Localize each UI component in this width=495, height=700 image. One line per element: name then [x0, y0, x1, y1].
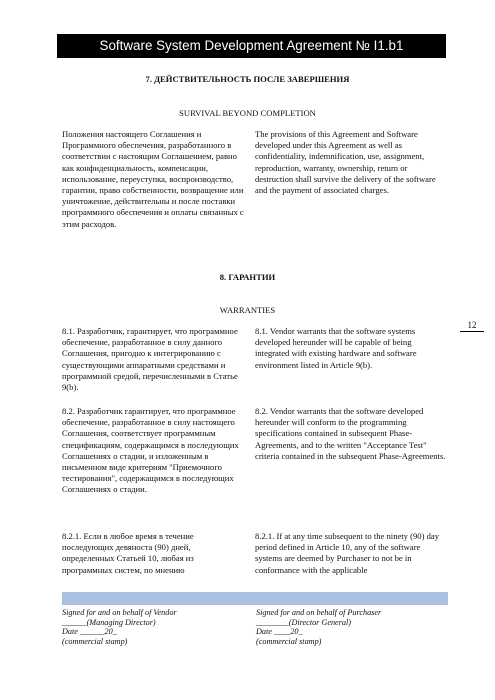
section-7-text-ru: Положения настоящего Соглашения и Программного обеспечения, разработанного в соответствии с настоящим Соглашением, равно как конфиденциальность, компенсации, использование, переуступка, воспроизводство, гарантии, право собственности, возвращение или уничтожение, действительны и после поставки программного обеспечения и оплаты связанных с этим расходов. [62, 129, 244, 229]
clause-8-2-ru: 8.2. Разработчик гарантирует, что программное обеспечение, разработанное в силу настоящего Соглашения, соответствует программным спецификациям, содержащимся в последующих Соглашениях о стадии, и изложенным в письменном виде критериям "Приемочного тестирования", содержащимся в последующих Соглашениях о стадии. [62, 406, 239, 495]
document-title: Software System Development Agreement № I1.b1 [99, 38, 404, 53]
vendor-date-label: Date ______20_ [62, 627, 117, 637]
document-title-bar [57, 34, 446, 58]
purchaser-stamp-label: (commercial stamp) [256, 636, 322, 646]
section-7-title-en: SURVIVAL BEYOND COMPLETION [179, 108, 316, 118]
vendor-signed-label: Signed for and on behalf of Vendor [62, 608, 177, 617]
clause-8-2-1-en: 8.2.1. If at any time subsequent to the ninety (90) day period defined in Article 10, any of the software systems are deemed by Purchaser to not be in conformance with the applicable [255, 531, 440, 575]
purchaser-role-label: ________(Director General) [256, 617, 351, 627]
vendor-stamp-label: (commercial stamp) [62, 636, 128, 646]
page-number: 12 [460, 320, 484, 332]
clause-8-2-1-ru: 8.2.1. Если в любое время в течение последующих девяноста (90) дней, определенных Статьей 10, любая из программных систем, по мнению [62, 531, 194, 575]
section-7-text-en: The provisions of this Agreement and Software developed under this Agreement as well as confidentiality, indemnification, use, assignment, reproduction, warranty, ownership, return or destruction shall survive the delivery of the software and the payment of associated charges. [255, 129, 436, 196]
vendor-role-label: ______(Managing Director) [62, 617, 156, 627]
section-8-title-ru: 8. ГАРАНТИИ [219, 272, 276, 282]
clause-8-2-en: 8.2. Vendor warrants that the software developed hereunder will conform to the programming specifications contained in subsequent Phase-Agreements, and to the written "Acceptance Test" criteria contained in the subsequent Phase-Agreements. [255, 406, 446, 461]
purchaser-signed-label: Signed for and on behalf of Purchaser [256, 608, 382, 617]
vendor-signature-block [62, 608, 252, 646]
section-7-title-ru: 7. ДЕЙСТВИТЕЛЬНОСТЬ ПОСЛЕ ЗАВЕРШЕНИЯ [145, 74, 350, 84]
section-8-title-en: WARRANTIES [219, 305, 276, 315]
clause-8-1-en: 8.1. Vendor warrants that the software systems developed hereunder will be capable of being integrated with existing hardware and software environment listed in Article 9(b). [255, 326, 417, 370]
purchaser-signature-block [256, 608, 446, 646]
purchaser-date-label: Date ____20_ [256, 627, 303, 637]
clause-8-1-ru: 8.1. Разработчик, гарантирует, что программное обеспечение, разработанное в силу данного Соглашения, пригодно к интегрированию с существующими аппаратными средствами и программной средой, перечисленными в Статье 9(b). [62, 326, 238, 393]
footer-divider [62, 592, 448, 605]
